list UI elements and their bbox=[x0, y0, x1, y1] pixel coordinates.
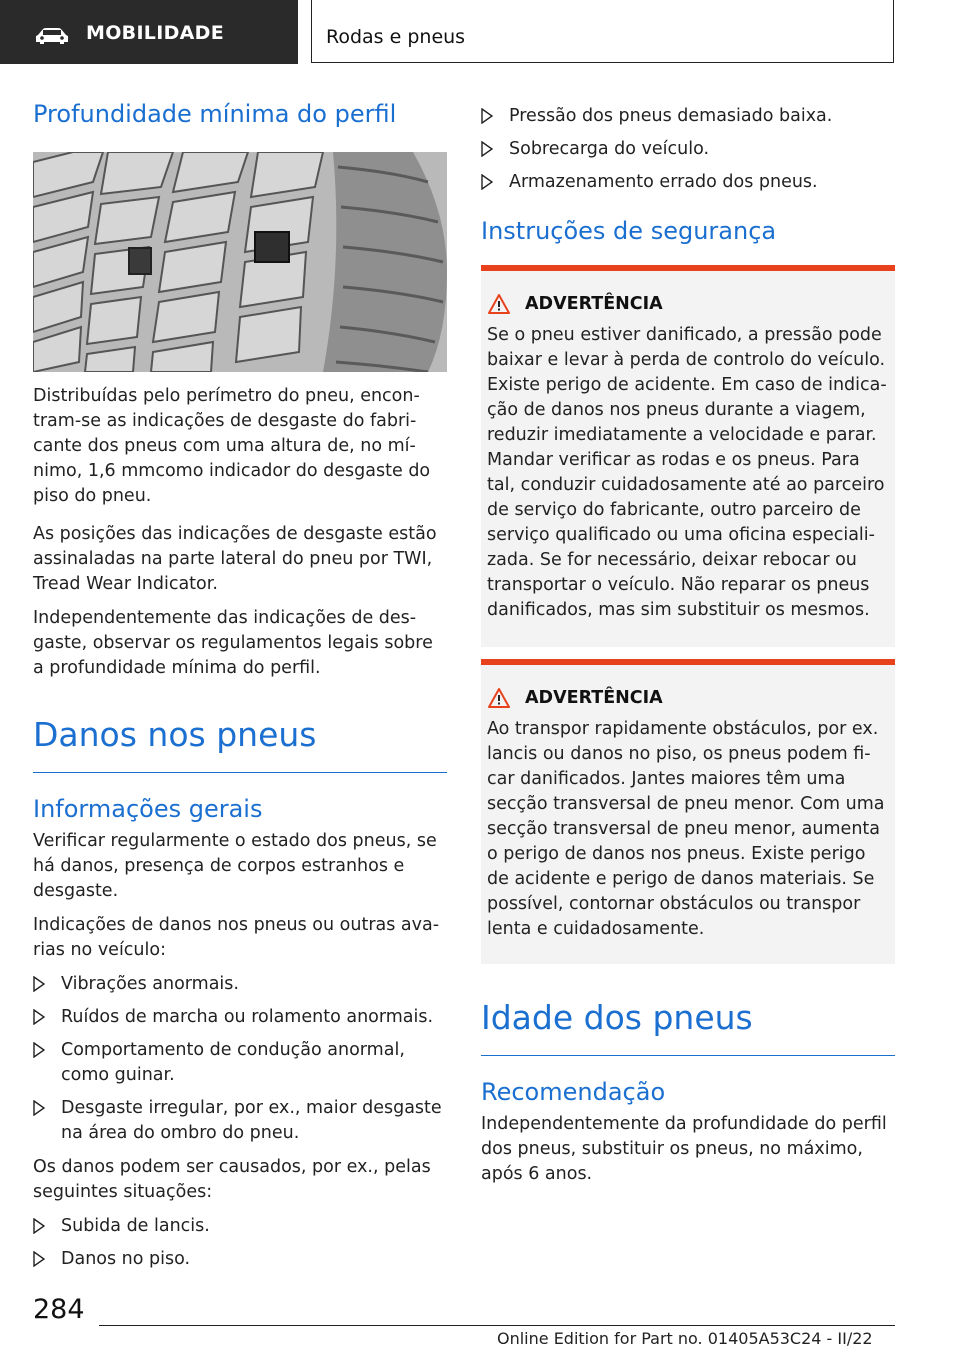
bullet-triangle-icon bbox=[33, 1009, 45, 1025]
warning-triangle-icon bbox=[487, 293, 511, 315]
left-column bbox=[33, 96, 447, 1272]
list-item: Pressão dos pneus demasiado baixa. bbox=[481, 104, 895, 129]
paragraph-indications: Indicações de danos nos pneus ou outras ava-rias no veículo: bbox=[33, 915, 440, 960]
car-icon bbox=[34, 26, 70, 46]
bullet-triangle-icon bbox=[481, 108, 493, 124]
heading-rule bbox=[33, 772, 447, 773]
right-column bbox=[481, 96, 895, 1187]
bullet-triangle-icon bbox=[33, 1218, 45, 1234]
section-tab bbox=[0, 0, 298, 64]
bullet-triangle-icon bbox=[481, 174, 493, 190]
section-label: MOBILIDADE bbox=[86, 22, 225, 44]
list-item: Danos no piso. bbox=[33, 1247, 447, 1272]
footer-rule bbox=[99, 1325, 895, 1326]
warning-title: ADVERTÊNCIA bbox=[525, 688, 663, 708]
heading-tire-damage: Danos nos pneus bbox=[33, 715, 317, 754]
bullet-triangle-icon bbox=[33, 976, 45, 992]
warning-title: ADVERTÊNCIA bbox=[525, 294, 663, 314]
warning-box bbox=[481, 659, 895, 964]
list-item: Comportamento de condução anormal, como guinar. bbox=[33, 1038, 447, 1088]
warning-text: Se o pneu estiver danificado, a pressão pode baixar e levar à perda de controlo do veículo. Existe perigo de acidente. Em caso de indica-ção de danos nos pneus durante a viagem, reduzir imediatamente a velocidade e parar. Mandar verificar as rodas e os pneus. Para tal, conduzir cuidadosamente até ao parceiro de serviço do fabricante, outro parceiro de serviço qualificado ou uma oficina especiali-zada. Se for necessário, deixar rebocar ou transportar o veículo. Não reparar os pneus danificados, mas sim substituir os mesmos. bbox=[487, 325, 887, 620]
heading-general-info: Informações gerais bbox=[33, 795, 263, 823]
chapter-header bbox=[311, 0, 894, 63]
list-item: Ruídos de marcha ou rolamento anormais. bbox=[33, 1005, 447, 1030]
damage-indications-list bbox=[33, 972, 447, 1146]
list-item: Subida de lancis. bbox=[33, 1214, 447, 1239]
heading-recommendation: Recomendação bbox=[481, 1078, 666, 1106]
edition-note: Online Edition for Part no. 01405A53C24 - II/22 bbox=[497, 1329, 873, 1348]
list-item: Sobrecarga do veículo. bbox=[481, 137, 895, 162]
bullet-triangle-icon bbox=[33, 1100, 45, 1116]
list-item: Vibrações anormais. bbox=[33, 972, 447, 997]
tire-tread-photo bbox=[33, 152, 447, 372]
paragraph-causes: Os danos podem ser causados, por ex., pelas seguintes situações: bbox=[33, 1157, 431, 1202]
warning-box bbox=[481, 265, 895, 647]
bullet-triangle-icon bbox=[33, 1251, 45, 1267]
paragraph-recommendation: Independentemente da profundidade do perfil dos pneus, substituir os pneus, no máximo, após 6 anos. bbox=[481, 1114, 887, 1184]
paragraph-wear-indicators: Distribuídas pelo perímetro do pneu, encon-tram-se as indicações de desgaste do fabri-cante dos pneus com uma altura de, no mí-nimo, 1,6 mmcomo indicador do desgaste do piso do pneu. bbox=[33, 386, 431, 506]
warning-text: Ao transpor rapidamente obstáculos, por ex. lancis ou danos no piso, os pneus podem fi-car danificados. Jantes maiores têm uma secção transversal de pneu menor. Com uma secção transversal de pneu menor, aumenta o perigo de danos nos pneus. Existe perigo de acidente e perigo de danos materiais. Se possível, contornar obstáculos ou transpor lenta e cuidadosamente. bbox=[487, 719, 885, 939]
damage-causes-list-continued bbox=[481, 104, 895, 195]
heading-rule bbox=[481, 1055, 895, 1056]
heading-min-depth: Profundidade mínima do perfil bbox=[33, 100, 397, 128]
warning-header bbox=[487, 293, 887, 315]
list-item: Armazenamento errado dos pneus. bbox=[481, 170, 895, 195]
heading-safety: Instruções de segurança bbox=[481, 217, 777, 245]
page-number: 284 bbox=[33, 1294, 85, 1325]
bullet-triangle-icon bbox=[33, 1042, 45, 1058]
chapter-title: Rodas e pneus bbox=[326, 26, 466, 48]
paragraph-twi: As posições das indicações de desgaste estão assinaladas na parte lateral do pneu por TWI, Tread Wear Indicator. bbox=[33, 524, 437, 594]
warning-triangle-icon bbox=[487, 687, 511, 709]
paragraph-legal: Independentemente das indicações de des-gaste, observar os regulamentos legais sobre a profundidade mínima do perfil. bbox=[33, 608, 433, 678]
damage-causes-list bbox=[33, 1214, 447, 1272]
bullet-triangle-icon bbox=[481, 141, 493, 157]
paragraph-check: Verificar regularmente o estado dos pneus, se há danos, presença de corpos estranhos e desgaste. bbox=[33, 831, 437, 901]
heading-tire-age: Idade dos pneus bbox=[481, 998, 753, 1037]
warning-header bbox=[487, 687, 887, 709]
list-item: Desgaste irregular, por ex., maior desgaste na área do ombro do pneu. bbox=[33, 1096, 447, 1146]
